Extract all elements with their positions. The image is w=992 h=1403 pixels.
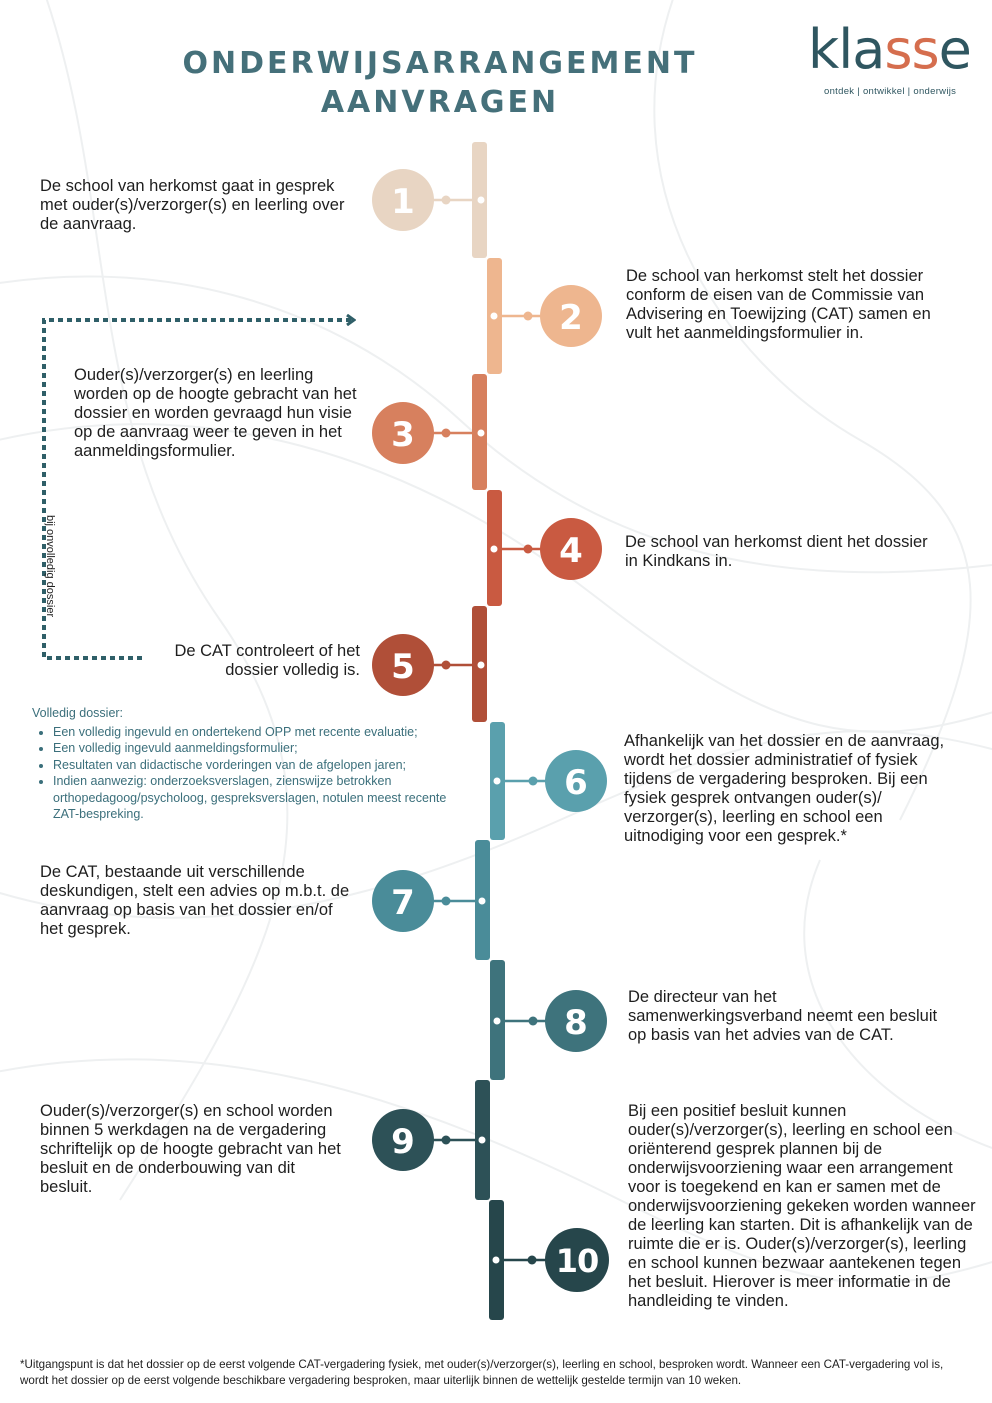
logo-word-part-2: ss bbox=[884, 18, 939, 81]
logo-word-part-1: kla bbox=[808, 18, 885, 81]
dossier-list bbox=[32, 724, 472, 823]
step-2-text: De school van herkomst stelt het dossier conform de eisen van de Commissie van Advisering en Toewijzing (CAT) samen en vult het aanmeldingsformulier in. bbox=[626, 267, 931, 342]
step-7-number: 7 bbox=[391, 883, 415, 923]
dossier-item: • Een volledig ingevuld aanmeldingsformulier; bbox=[53, 740, 472, 757]
dossier-heading: Volledig dossier: bbox=[32, 706, 124, 720]
dossier-item: • Indien aanwezig: onderzoeksverslagen, zienswijze betrokken orthopedagoog/psycholoog, gespreksverslagen, notulen meest recente ZAT-bespreking. bbox=[53, 773, 472, 823]
step-3-text: Ouder(s)/verzorger(s) en leerling worden op de hoogte gebracht van het dossier en worden gevraagd hun visie op de aanvraag weer te geven in het aanmeldingsformulier. bbox=[74, 366, 357, 460]
step-8-marker bbox=[490, 960, 607, 1080]
step-5-number: 5 bbox=[391, 647, 415, 687]
step-8-number: 8 bbox=[564, 1003, 588, 1043]
title-line-1: ONDERWIJSARRANGEMENT bbox=[182, 46, 698, 81]
step-3-number: 3 bbox=[391, 415, 415, 455]
step-9-number: 9 bbox=[391, 1122, 415, 1162]
step-10-number: 10 bbox=[555, 1242, 599, 1280]
step-10-text: Bij een positief besluit kunnen ouder(s)/verzorger(s), leerling en school een oriënterend gesprek plannen bij de onderwijsvoorziening waar een arrangement voor is toegekend en kan er samen met de onderwijsvoorziening gekeken worden wanneer de leerling kan starten. Dit is afhankelijk van de ruimte die er is. Ouder(s)/verzorger(s), leerling en school kunnen bezwaar aantekenen tegen het besluit. Hierover is meer informatie in de handleiding te vinden. bbox=[628, 1102, 976, 1310]
step-5-text: De CAT controleert of het dossier volledig is. bbox=[174, 642, 360, 679]
step-9-marker bbox=[372, 1080, 490, 1200]
title-line-2: AANVRAGEN bbox=[320, 85, 560, 120]
logo-word-part-3: e bbox=[938, 18, 971, 81]
step-1-marker bbox=[372, 142, 487, 258]
step-4-number: 4 bbox=[559, 531, 583, 571]
step-1-text: De school van herkomst gaat in gesprek met ouder(s)/verzorger(s) en leerling over de aanvraag. bbox=[40, 177, 345, 233]
step-6-text: Afhankelijk van het dossier en de aanvraag, wordt het dossier administratief of fysiek tijdens de vergadering besproken. Bij een fysiek gesprek ontvangen ouder(s)/ verzorger(s), leerling en school een uitnodiging voor een gesprek.* bbox=[624, 732, 945, 845]
step-7-marker bbox=[372, 840, 490, 960]
step-9-text: Ouder(s)/verzorger(s) en school worden binnen 5 werkdagen na de vergadering schriftelijk op de hoogte gebracht van het besluit en de onderbouwing van dit besluit. bbox=[40, 1102, 341, 1196]
logo-tagline: ontdek | ontwikkel | onderwijs bbox=[824, 86, 957, 97]
step-8-text: De directeur van het samenwerkingsverband neemt een besluit op basis van het advies van de CAT. bbox=[628, 988, 938, 1044]
loop-label: bij onvolledig dossier bbox=[44, 515, 56, 618]
step-2-marker bbox=[487, 258, 602, 374]
dossier-item: • Een volledig ingevuld en ondertekend OPP met recente evaluatie; bbox=[53, 724, 472, 741]
dossier-item: • Resultaten van didactische vorderingen van de afgelopen jaren; bbox=[53, 757, 472, 774]
step-6-marker bbox=[490, 722, 607, 840]
dossier-requirements bbox=[32, 705, 472, 823]
step-6-number: 6 bbox=[564, 763, 588, 803]
step-3-marker bbox=[372, 374, 487, 490]
step-1-number: 1 bbox=[391, 182, 415, 222]
step-2-number: 2 bbox=[559, 298, 583, 338]
step-7-text: De CAT, bestaande uit verschillende deskundigen, stelt een advies op m.b.t. de aanvraag op basis van het dossier en/of het gesprek. bbox=[40, 863, 350, 938]
step-4-text: De school van herkomst dient het dossier in Kindkans in. bbox=[625, 533, 928, 570]
step-4-marker bbox=[487, 490, 602, 606]
step-10-marker bbox=[489, 1200, 609, 1320]
footnote: *Uitgangspunt is dat het dossier op de eerst volgende CAT-vergadering fysiek, met ouder(s)/verzorger(s), leerling en school, besproken wordt. Wanneer een CAT-vergadering vol is, wordt het dossier op de eerst volgende beschikbare vergadering besproken, maar uiterlijk binnen de wettelijk gestelde termijn van 10 weken. bbox=[20, 1358, 944, 1387]
